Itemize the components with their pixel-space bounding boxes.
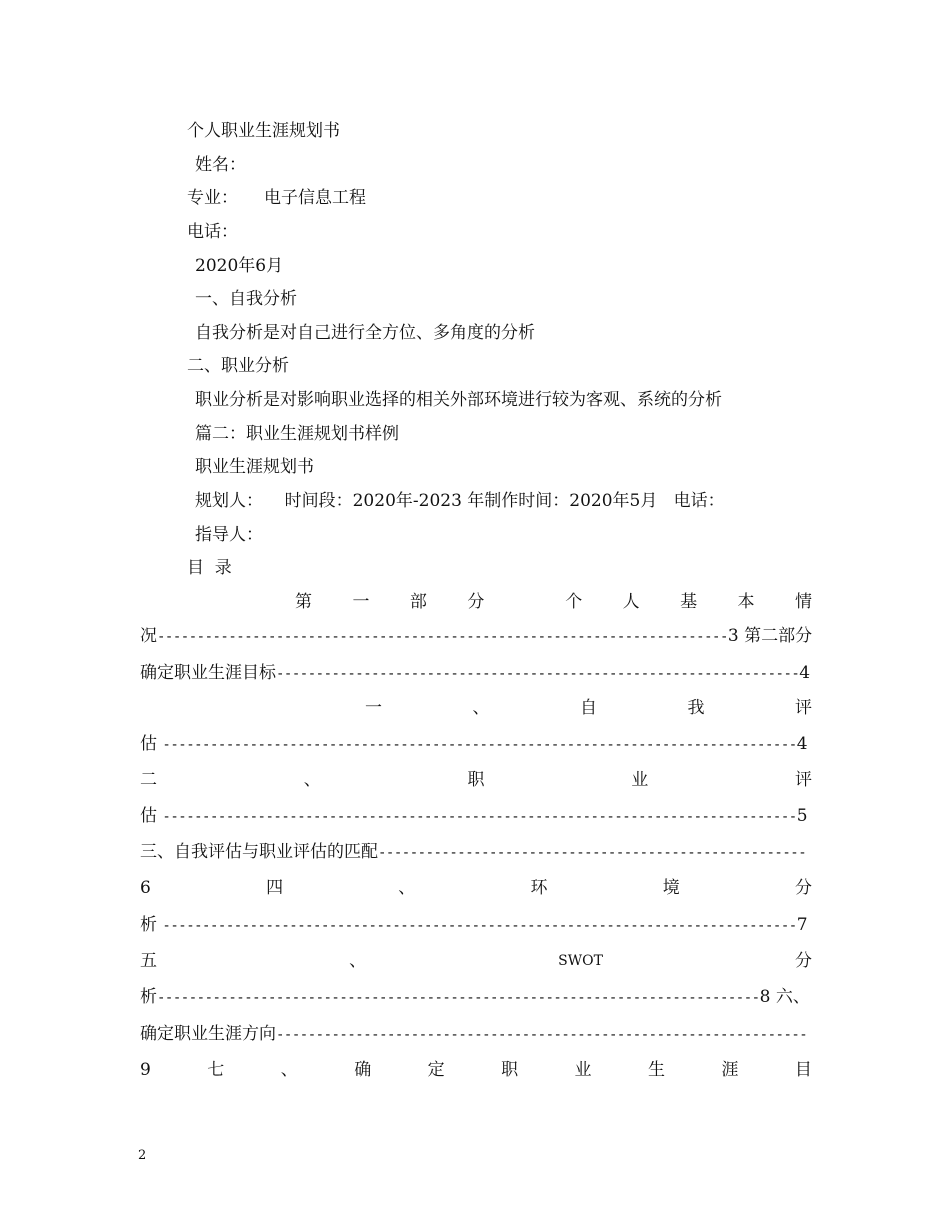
leader-dots: --------------------------------------------------------------------------------: [162, 918, 797, 934]
book-title: 职业生涯规划书: [195, 457, 314, 477]
part-2-title: 篇二：职业生涯规划书样例: [195, 424, 399, 444]
leader-dots: --------------------------------------------------------------------------------: [162, 737, 797, 753]
leader-dots: --------------------------------------------------------------------------------: [162, 809, 797, 825]
section-2-title: 二、职业分析: [187, 356, 289, 376]
planner-line: 规划人： 时间段：2020年-2023 年制作时间：2020年5月 电话：: [195, 491, 725, 511]
page-number: 2: [138, 1148, 147, 1163]
name-label: 姓名：: [195, 155, 246, 175]
major-label: 专业：: [187, 188, 238, 208]
toc-row-7: 估 --------------------------------------------------------------------------------5: [140, 806, 808, 826]
toc-row-8: 三、自我评估与职业评估的匹配------------------------------------------------------: [140, 842, 807, 862]
leader-dots: ------------------------------------------------------------------------: [157, 629, 728, 645]
doc-title: 个人职业生涯规划书: [187, 121, 340, 141]
toc-row-14: 9 七 、 确 定 职 业 生 涯 目: [140, 1060, 812, 1080]
toc-row-11: 五 、 SWOT 分: [140, 951, 812, 971]
leader-dots: -------------------------------------------------------------------: [276, 1027, 808, 1043]
toc-row-4: 一 、 自 我 评: [365, 698, 812, 718]
toc-row-9: 6 四 、 环 境 分: [140, 878, 812, 898]
toc-row-2: 况------------------------------------------------------------------------3 第二部分: [140, 626, 813, 646]
toc-row-6: 二 、 职 业 评: [140, 770, 812, 790]
toc-title: 目 录: [187, 558, 232, 578]
phone-label: 电话：: [187, 222, 238, 242]
toc-row-12: 析----------------------------------------------------------------------------8 六、: [140, 987, 810, 1007]
toc-row-5: 估 --------------------------------------------------------------------------------4: [140, 734, 808, 754]
section-2-text: 职业分析是对影响职业选择的相关外部环境进行较为客观、系统的分析: [195, 390, 722, 410]
leader-dots: ----------------------------------------------------------------------------: [157, 990, 760, 1006]
toc-row-1: 第 一 部 分 个 人 基 本 情: [295, 592, 812, 612]
section-1-text: 自我分析是对自己进行全方位、多角度的分析: [195, 323, 535, 343]
section-1-title: 一、自我分析: [195, 289, 297, 309]
toc-row-13: 确定职业生涯方向-------------------------------------------------------------------: [140, 1024, 808, 1044]
major-line: [187, 187, 366, 209]
toc-row-3: 确定职业生涯目标------------------------------------------------------------------4: [140, 663, 811, 683]
leader-dots: ------------------------------------------------------------------: [276, 666, 800, 682]
toc-row-10: 析 --------------------------------------------------------------------------------7: [140, 915, 808, 935]
leader-dots: ------------------------------------------------------: [378, 845, 807, 861]
major-value: 电子信息工程: [264, 188, 366, 208]
advisor-label: 指导人：: [195, 525, 263, 545]
doc-date: 2020年6月: [195, 256, 284, 276]
